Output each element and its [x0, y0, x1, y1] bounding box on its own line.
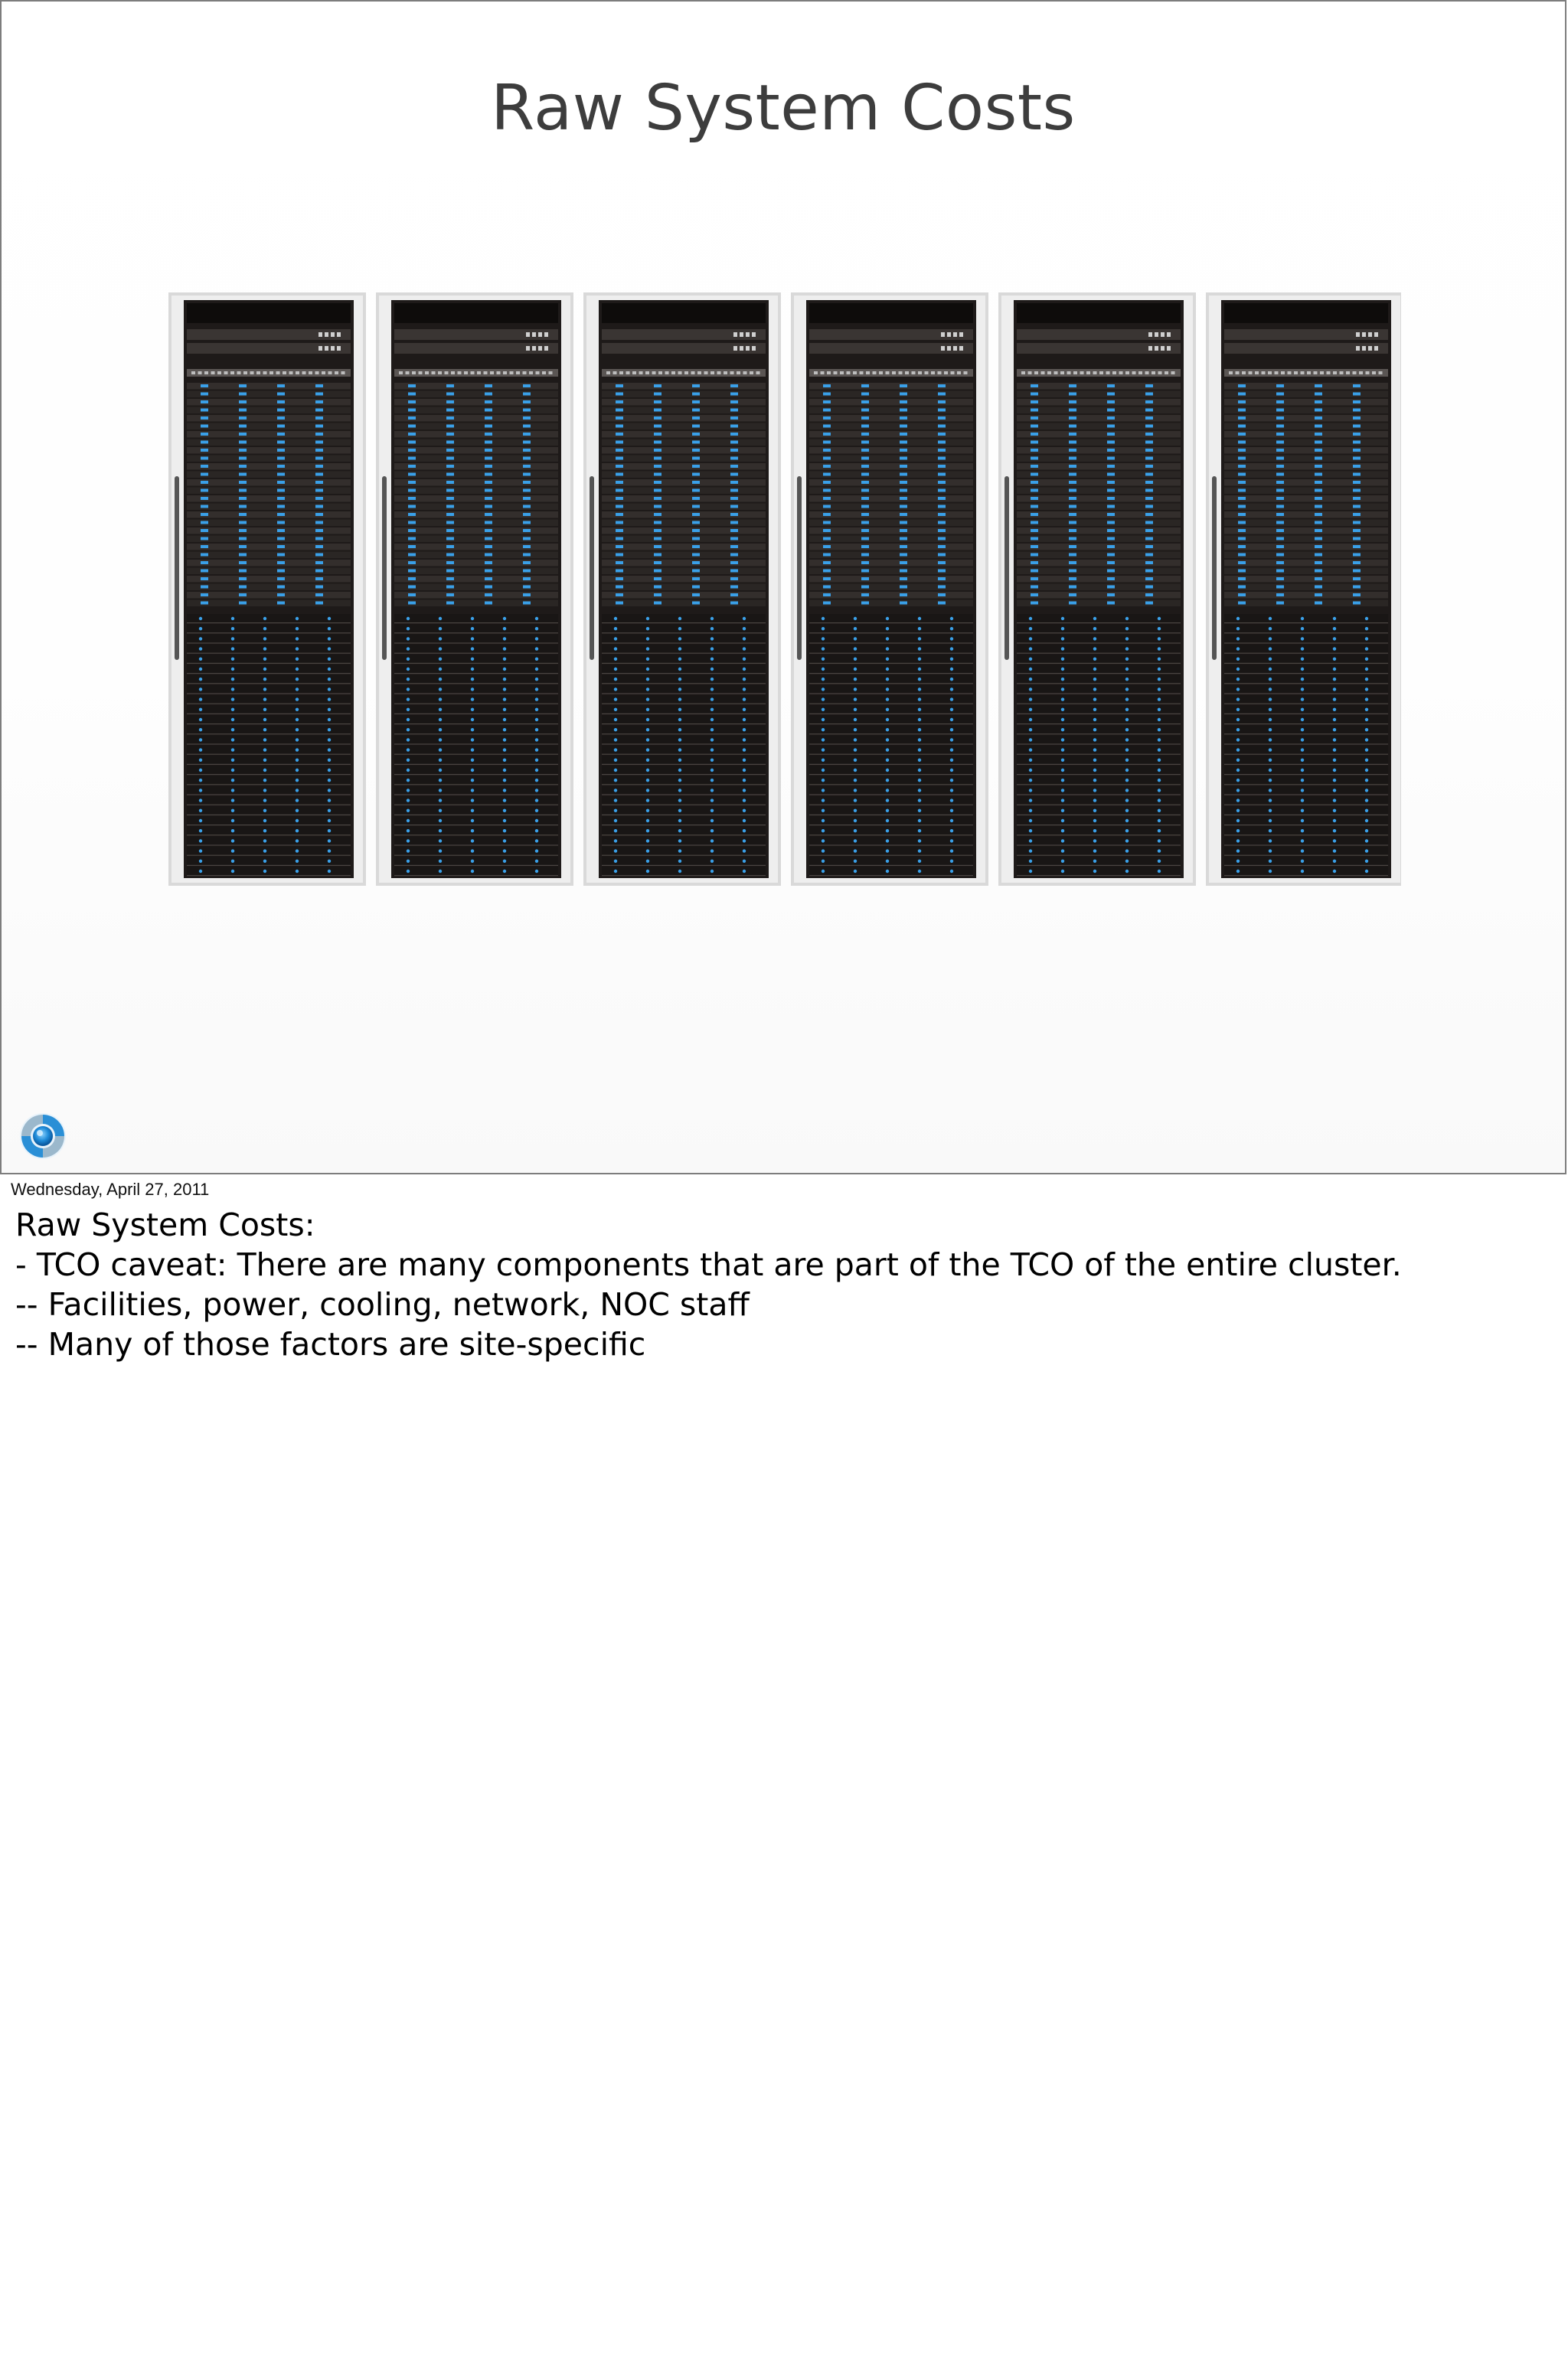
server-rack	[998, 292, 1196, 886]
slide-title: Raw System Costs	[491, 72, 1076, 145]
speaker-notes	[15, 1205, 1402, 1364]
swirl-logo-icon	[17, 1110, 69, 1162]
notes-line: Raw System Costs:	[15, 1207, 315, 1243]
server-rack	[791, 292, 988, 886]
slide	[0, 0, 1566, 1174]
notes-line: - TCO caveat: There are many components that are part of the TCO of the entire cluster.	[15, 1246, 1402, 1283]
server-rack	[1206, 292, 1401, 886]
server-rack	[376, 292, 573, 886]
server-rack	[583, 292, 781, 886]
presentation-date: Wednesday, April 27, 2011	[11, 1180, 210, 1199]
notes-line: -- Facilities, power, cooling, network, NOC staff	[15, 1286, 750, 1323]
server-racks-image	[168, 292, 1401, 886]
notes-line: -- Many of those factors are site-specific	[15, 1326, 646, 1363]
server-rack	[168, 292, 366, 886]
